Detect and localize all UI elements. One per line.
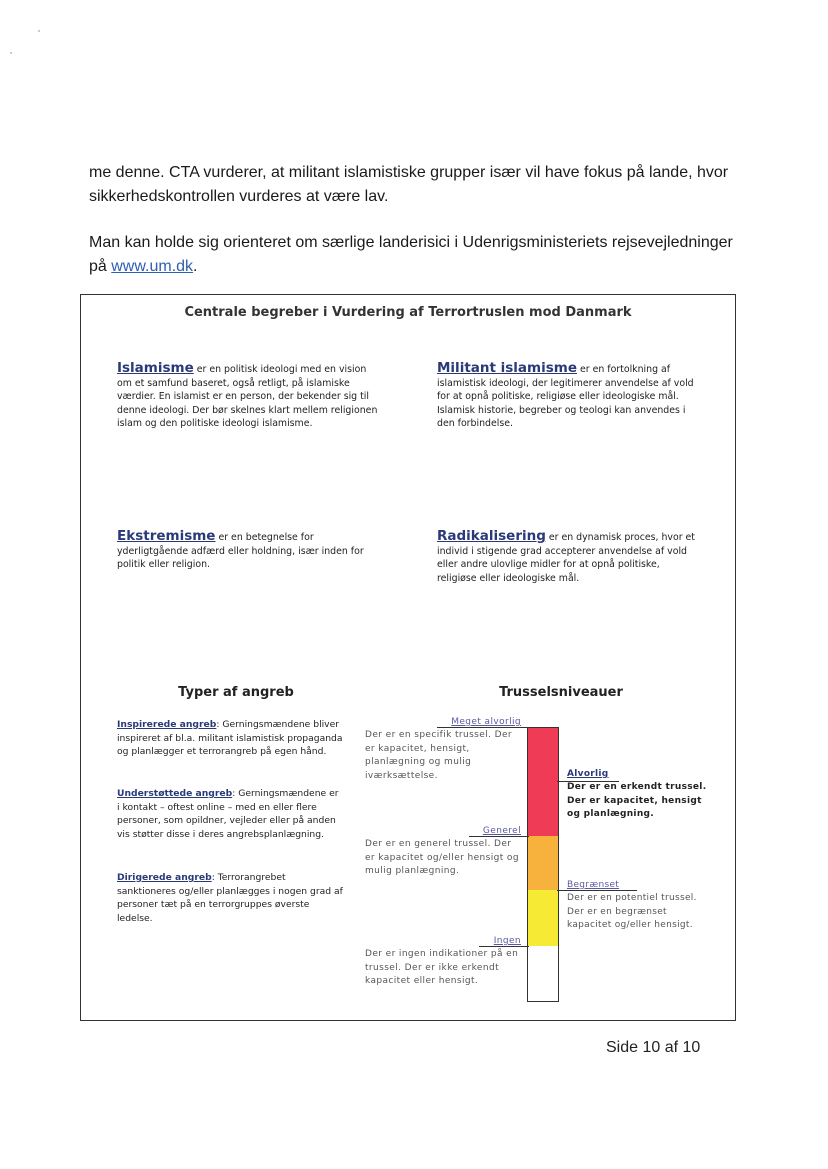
attack-type-understottede <box>117 787 343 841</box>
definition-text: er en betegnelse for yderligtgående adfærd eller holdning, især inden for politik eller religion. <box>117 532 364 571</box>
definition-text: er en dynamisk proces, hvor et individ i stigende grad accepterer anvendelse af vold eller andre ulovlige midler for at opnå politiske, religiøse eller ideologiske mål. <box>437 532 695 584</box>
threat-bar-generel <box>527 836 559 890</box>
threat-level-name: Generel <box>482 826 521 836</box>
attack-text: : Gerningsmændene er i kontakt – oftest online – med en eller flere personer, som opildner, vejleder eller på anden vis støtter disse i deres angrebsplanlægning. <box>117 788 339 840</box>
um-dk-link[interactable]: www.um.dk <box>111 258 194 275</box>
attack-types-heading: Typer af angreb <box>178 685 294 700</box>
threat-level-text: Der er en potentiel trussel. Der er en begrænset kapacitet og/eller hensigt. <box>567 893 697 931</box>
threat-level-alvorlig <box>567 768 707 822</box>
threat-level-text: Der er ingen indikationer på en trussel. Der er ikke erkendt kapacitet eller hensigt. <box>365 949 519 987</box>
threat-level-text: Der er en erkendt trussel. Der er kapacitet, hensigt og planlægning. <box>567 782 707 820</box>
definition-islamisme <box>117 362 379 431</box>
threat-level-text: Der er en generel trussel. Der er kapacitet og/eller hensigt og mulig planlægning. <box>365 839 519 877</box>
attack-type-inspirerede <box>117 718 343 759</box>
threat-level-text: Der er en specifik trussel. Der er kapacitet, hensigt, planlægning og mulig iværksættelse. <box>365 730 512 781</box>
definition-term: Radikalisering <box>437 528 546 544</box>
threat-level-name: Alvorlig <box>567 769 609 779</box>
attack-text: : Gerningsmændene bliver inspireret af bl.a. militant islamistisk propaganda og planlægger et terrorangreb på egen hånd. <box>117 719 343 758</box>
attack-term: Understøttede angreb <box>117 788 233 799</box>
definition-term: Islamisme <box>117 360 194 376</box>
threat-bar-meget-alvorlig <box>527 727 559 836</box>
definition-militant-islamisme <box>437 362 699 431</box>
attack-type-dirigerede <box>117 871 343 925</box>
intro-paragraph-2-text: Man kan holde sig orienteret om særlige landerisici i Udenrigsministeriets rejsevejledninger på <box>89 234 733 275</box>
attack-term: Dirigerede angreb <box>117 872 212 883</box>
threat-bar-ingen <box>527 946 559 1002</box>
threat-bar-begraenset <box>527 890 559 946</box>
intro-paragraph-1-text: me denne. CTA vurderer, at militant islamistiske grupper især vil have fokus på lande, hvor sikkerhedskontrollen vurderes at være lav. <box>89 164 729 205</box>
threat-level-name: Begrænset <box>567 880 620 890</box>
intro-paragraph-2-end: . <box>193 258 198 275</box>
box-title: Centrale begreber i Vurdering af Terrortruslen mod Danmark <box>184 305 632 320</box>
attack-term: Inspirerede angreb <box>117 719 217 730</box>
threat-level-begraenset <box>567 879 707 933</box>
definition-radikalisering <box>437 530 699 585</box>
intro-paragraph-1 <box>89 161 749 209</box>
attack-text: : Terrorangrebet sanktioneres og/eller planlægges i nogen grad af personer tæt på en terrorgruppes øverste ledelse. <box>117 872 343 924</box>
scan-mark-dot <box>38 30 40 32</box>
definition-term: Militant islamisme <box>437 360 577 376</box>
page-number: Side 10 af 10 <box>606 1039 701 1056</box>
definition-ekstremisme <box>117 530 379 572</box>
definition-text: er en fortolkning af islamistisk ideologi, der legitimerer anvendelse af vold for at opnå politiske, religiøse eller ideologiske mål. Islamisk historie, begreber og teologi kan anvendes i den forbindelse. <box>437 364 694 430</box>
definitions-box <box>80 294 736 1021</box>
threat-level-ingen <box>365 935 521 989</box>
threat-level-generel <box>365 825 521 879</box>
threat-level-meget-alvorlig <box>365 716 521 783</box>
threat-level-name: Ingen <box>493 936 521 946</box>
definition-text: er en politisk ideologi med en vision om et samfund baseret, også retligt, på islamiske værdier. En islamist er en person, der bekender sig til denne ideologi. Der bør skelnes klart mellem religionen islam og den politiske ideologi islamisme. <box>117 364 378 430</box>
scan-mark-dot <box>10 52 12 54</box>
definition-term: Ekstremisme <box>117 528 216 544</box>
intro-paragraph-2 <box>89 231 749 279</box>
threat-levels-heading: Trusselsniveauer <box>499 685 623 700</box>
threat-level-name: Meget alvorlig <box>451 717 521 727</box>
